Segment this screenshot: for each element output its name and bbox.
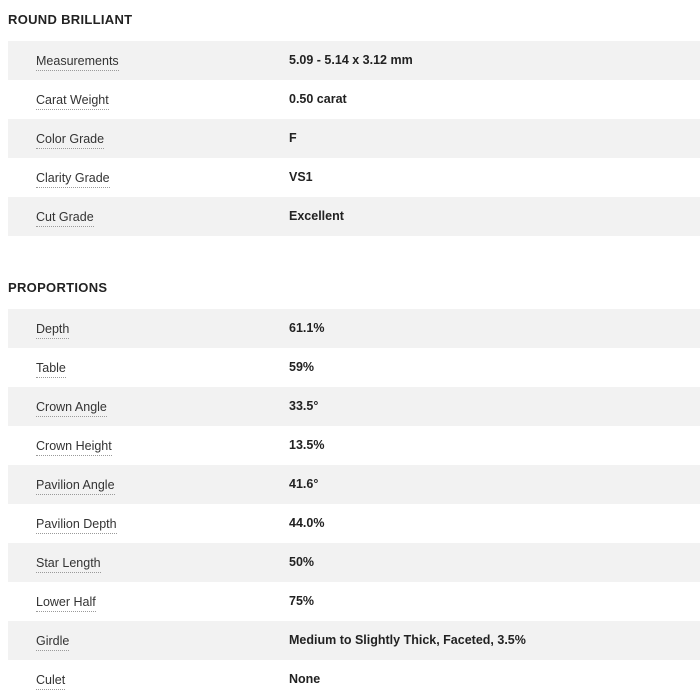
spec-row-pavilion-depth [8,504,700,543]
spec-row-girdle [8,621,700,660]
spec-row-depth [8,309,700,348]
spec-label-crown-angle[interactable]: Crown Angle [36,399,107,417]
spec-value-cut-grade: Excellent [289,209,344,223]
spec-value-measurements: 5.09 - 5.14 x 3.12 mm [289,53,413,67]
grading-spec-table [8,41,700,236]
spec-value-clarity-grade: VS1 [289,170,313,184]
spec-value-star-length: 50% [289,555,315,569]
proportions-section [0,268,700,699]
spec-value-table: 59% [289,360,315,374]
spec-value-depth: 61.1% [289,321,325,335]
spec-row-carat-weight [8,80,700,119]
spec-label-star-length[interactable]: Star Length [36,555,101,573]
spec-row-culet [8,660,700,699]
spec-value-carat-weight: 0.50 carat [289,92,347,106]
spec-label-carat-weight[interactable]: Carat Weight [36,92,109,110]
spec-label-crown-height[interactable]: Crown Height [36,438,112,456]
spec-row-clarity-grade [8,158,700,197]
spec-value-crown-angle: 33.5° [289,399,319,413]
spec-row-measurements [8,41,700,80]
spec-row-lower-half [8,582,700,621]
spec-row-color-grade [8,119,700,158]
spec-label-measurements[interactable]: Measurements [36,53,119,71]
spec-label-table[interactable]: Table [36,360,66,378]
spec-value-crown-height: 13.5% [289,438,325,452]
spec-row-table [8,348,700,387]
spec-label-cut-grade[interactable]: Cut Grade [36,209,94,227]
spec-value-pavilion-depth: 44.0% [289,516,325,530]
spec-label-girdle[interactable]: Girdle [36,633,69,651]
spec-value-pavilion-angle: 41.6° [289,477,319,491]
spec-row-cut-grade [8,197,700,236]
spec-label-depth[interactable]: Depth [36,321,69,339]
section-title-proportions: PROPORTIONS [8,280,108,295]
proportions-spec-table [8,309,700,699]
grading-section [0,0,700,236]
spec-value-girdle: Medium to Slightly Thick, Faceted, 3.5% [289,633,526,647]
spec-label-pavilion-depth[interactable]: Pavilion Depth [36,516,117,534]
spec-label-pavilion-angle[interactable]: Pavilion Angle [36,477,115,495]
spec-label-clarity-grade[interactable]: Clarity Grade [36,170,110,188]
spec-label-culet[interactable]: Culet [36,672,65,690]
spec-row-crown-angle [8,387,700,426]
spec-row-pavilion-angle [8,465,700,504]
spec-row-star-length [8,543,700,582]
spec-row-crown-height [8,426,700,465]
spec-value-color-grade: F [289,131,297,145]
spec-label-color-grade[interactable]: Color Grade [36,131,104,149]
spec-label-lower-half[interactable]: Lower Half [36,594,96,612]
spec-value-culet: None [289,672,321,686]
section-title-round-brilliant: ROUND BRILLIANT [8,12,133,27]
spec-value-lower-half: 75% [289,594,315,608]
